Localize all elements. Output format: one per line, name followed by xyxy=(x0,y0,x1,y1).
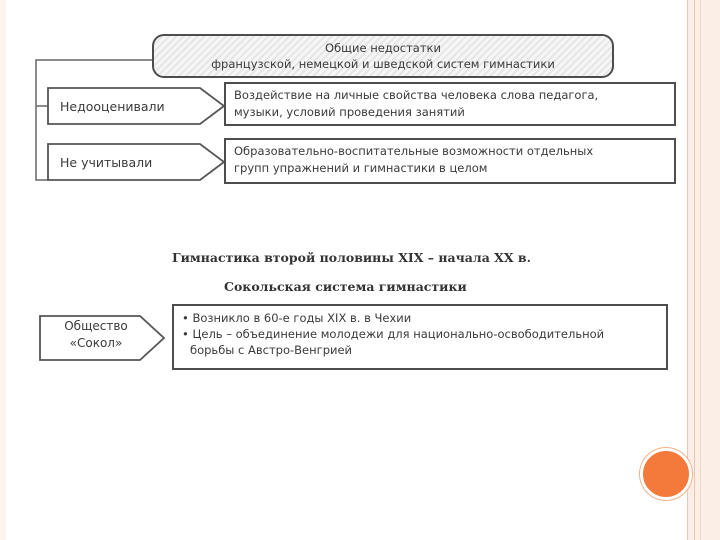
sokol-bullet: борьбы с Австро-Венгрией xyxy=(190,343,353,357)
decorative-circle xyxy=(640,448,692,500)
sokol-label xyxy=(40,314,152,360)
row-desc-line: музыки, условий проведения занятий xyxy=(234,105,465,119)
sokol-description xyxy=(172,304,668,370)
diagram-title xyxy=(152,34,614,78)
row-desc-nedootsenivali xyxy=(224,82,676,126)
row-desc-line: групп упражнений и гимнастики в целом xyxy=(234,161,488,175)
section-heading: Гимнастика второй половины XIX – начала XX в. xyxy=(172,250,531,265)
sokol-bullet: • Цель – объединение молодежи для национально-освободительной xyxy=(182,327,605,341)
row-label-text: Недооценивали xyxy=(60,98,165,114)
row-desc-line: Образовательно-воспитательные возможности отдельных xyxy=(234,144,594,158)
sokol-label-line1: Общество xyxy=(64,319,128,333)
row-label-ne-uchityvali xyxy=(50,146,198,178)
diagram-title-line2: французской, немецкой и шведской систем гимнастики xyxy=(211,57,555,71)
row-label-text: Не учитывали xyxy=(60,154,153,170)
sokol-bullet: • Возникло в 60-е годы XIX в. в Чехии xyxy=(182,311,412,325)
row-label-nedootsenivali xyxy=(50,90,198,122)
section-subheading: Сокольская система гимнастики xyxy=(224,279,467,294)
sokol-label-line2: «Сокол» xyxy=(69,336,123,350)
diagram-title-line1: Общие недостатки xyxy=(325,41,441,55)
row-desc-line: Воздействие на личные свойства человека слова педагога, xyxy=(234,88,599,102)
row-desc-ne-uchityvali xyxy=(224,138,676,184)
